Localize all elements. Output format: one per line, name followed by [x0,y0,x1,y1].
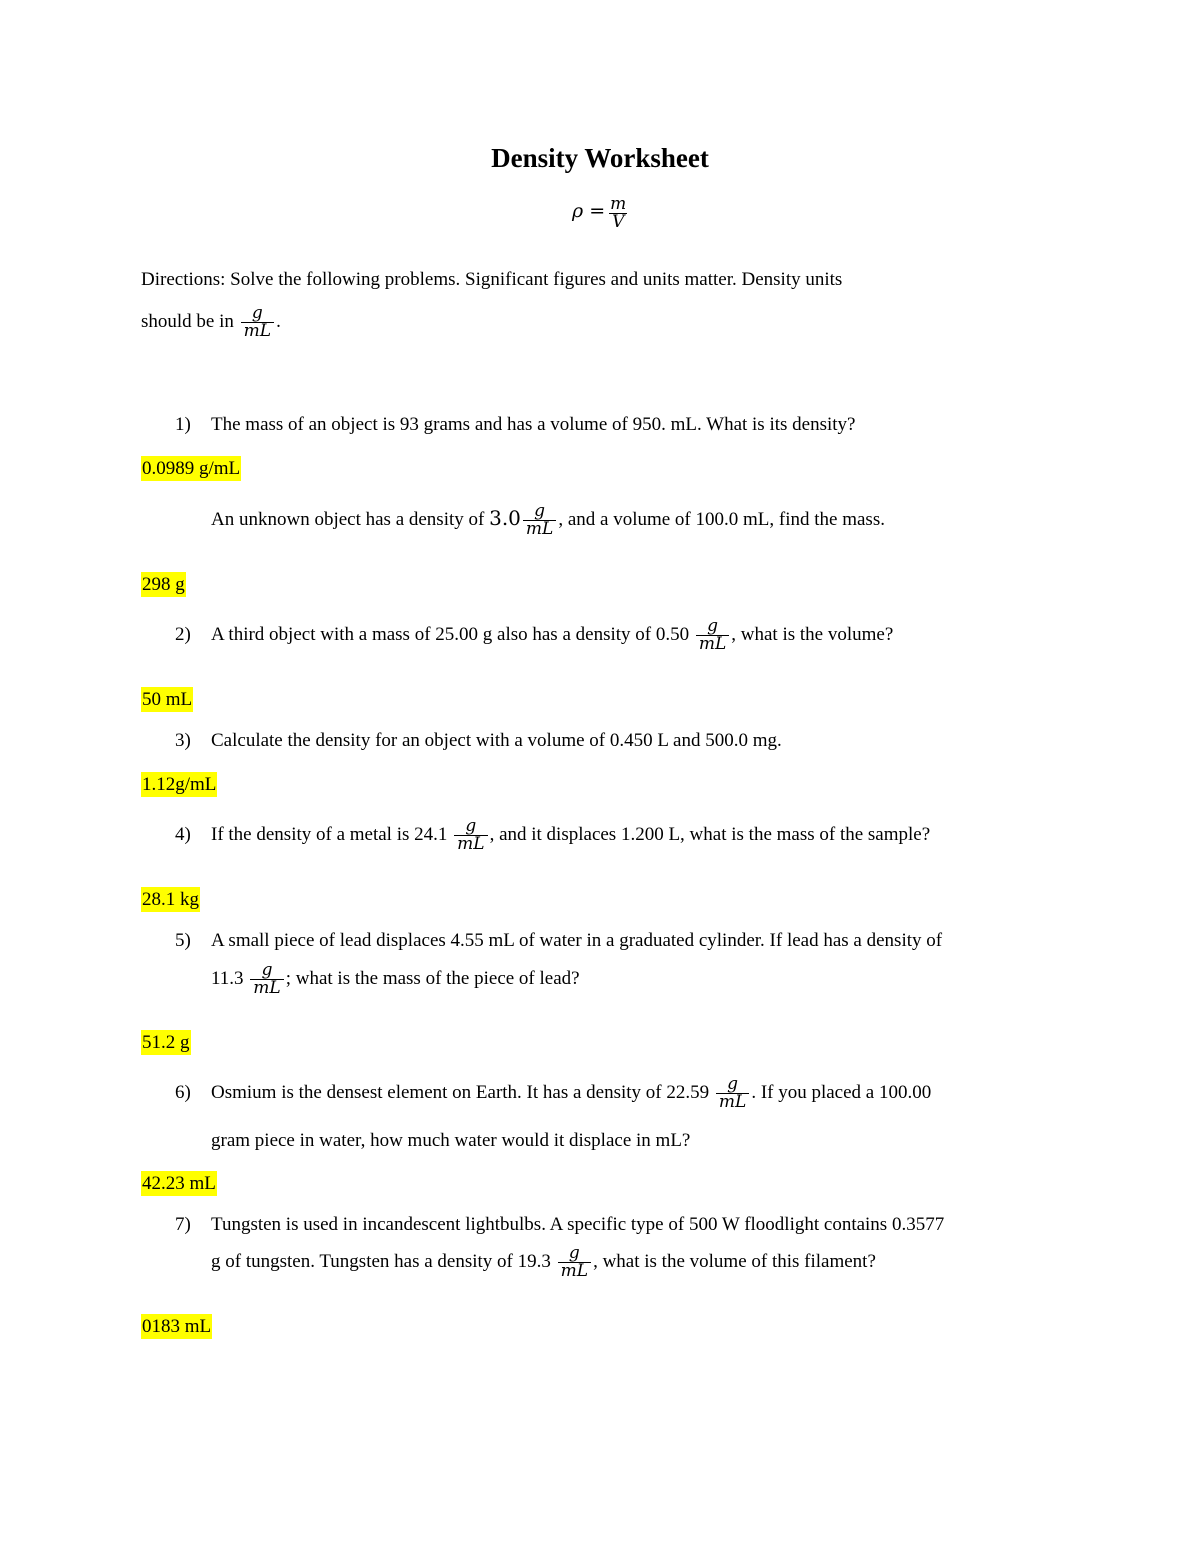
unit-fraction [454,818,487,853]
question-7-line-2 [211,1245,876,1280]
question-text: A small piece of lead displaces 4.55 mL of water in a graduated cylinder. If lead has a density of [211,930,943,951]
question-text: Tungsten is used in incandescent lightbulbs. A specific type of 500 W floodlight contains 0.3577 [211,1214,945,1235]
unit-num: g [251,303,263,323]
question-5 [175,930,942,952]
question-text: g of tungsten. Tungsten has a density of 19.3 [211,1250,556,1272]
question-number: 1) [175,414,191,435]
question-7 [175,1214,944,1236]
question-text: An unknown object has a density of [211,508,490,530]
unit-num: g [261,960,273,980]
answer-7: 0183 mL [142,1316,212,1337]
unit-fraction [523,503,556,538]
question-text: A third object with a mass of 25.00 g also has a density of 0.50 [211,623,694,645]
formula-denominator: V [609,213,627,231]
question-6 [175,1076,931,1111]
density-value: 3.0 [489,505,521,530]
answer-3: 1.12g/mL [142,774,217,795]
unit-fraction [716,1076,749,1111]
question-text-suffix: , and it displaces 1.200 L, what is the mass of the sample? [489,823,931,845]
question-number: 5) [175,930,191,951]
unit-den: mL [558,1262,591,1280]
directions-line-1: Directions: Solve the following problems. Significant figures and units matter. Density units [141,269,843,290]
answer-4: 28.1 kg [142,889,199,910]
question-number: 2) [175,623,191,645]
unit-den: mL [696,635,729,653]
question-text: 11.3 [211,967,249,989]
unit-num: g [534,501,546,521]
question-text-suffix: . If you placed a 100.00 [751,1081,932,1103]
question-text: Calculate the density for an object with a volume of 0.450 L and 500.0 mg. [211,730,782,751]
directions-line-2 [141,305,281,340]
question-1 [175,414,855,436]
unit-num: g [727,1074,739,1094]
formula-numerator: m [610,194,627,214]
question-5-line-2 [211,962,580,997]
question-text: If the density of a metal is 24.1 [211,823,453,845]
answer-6: 42.23 mL [142,1173,216,1194]
unit-num: g [707,616,719,636]
question-4 [175,818,930,853]
unit-fraction [696,618,729,653]
directions-prefix: should be in [141,310,239,332]
question-number: 7) [175,1214,191,1235]
page-title: Density Worksheet [491,143,709,173]
question-unknown [211,503,885,538]
unit-fraction [241,305,274,340]
unit-den: mL [716,1093,749,1111]
question-text: Osmium is the densest element on Earth. It has a density of 22.59 [211,1081,714,1103]
answer-2: 50 mL [142,689,193,710]
unit-den: mL [241,322,274,340]
unit-num: g [465,816,477,836]
unit-fraction [250,962,283,997]
unit-den: mL [454,835,487,853]
density-formula [572,196,631,231]
question-3 [175,730,782,752]
question-number: 4) [175,823,191,845]
question-text-suffix: ; what is the mass of the piece of lead? [285,967,580,989]
question-text-suffix: , and a volume of 100.0 mL, find the mass. [558,508,885,530]
formula-lhs: ρ = [572,200,606,223]
question-number: 6) [175,1081,191,1103]
question-2 [175,618,893,653]
unit-den: mL [523,520,556,538]
question-text-suffix: , what is the volume of this filament? [593,1250,876,1272]
answer-5: 51.2 g [142,1032,190,1053]
question-number: 3) [175,730,191,751]
question-text-suffix: , what is the volume? [731,623,894,645]
unit-fraction [558,1245,591,1280]
unit-den: mL [250,979,283,997]
formula-fraction [607,196,629,231]
question-text: The mass of an object is 93 grams and has a volume of 950. mL. What is its density? [211,414,856,435]
answer-unknown: 298 g [142,574,185,595]
unit-num: g [568,1243,580,1263]
question-6-line-2: gram piece in water, how much water would it displace in mL? [211,1130,691,1151]
answer-1: 0.0989 g/mL [142,458,241,479]
directions-suffix: . [276,310,281,332]
